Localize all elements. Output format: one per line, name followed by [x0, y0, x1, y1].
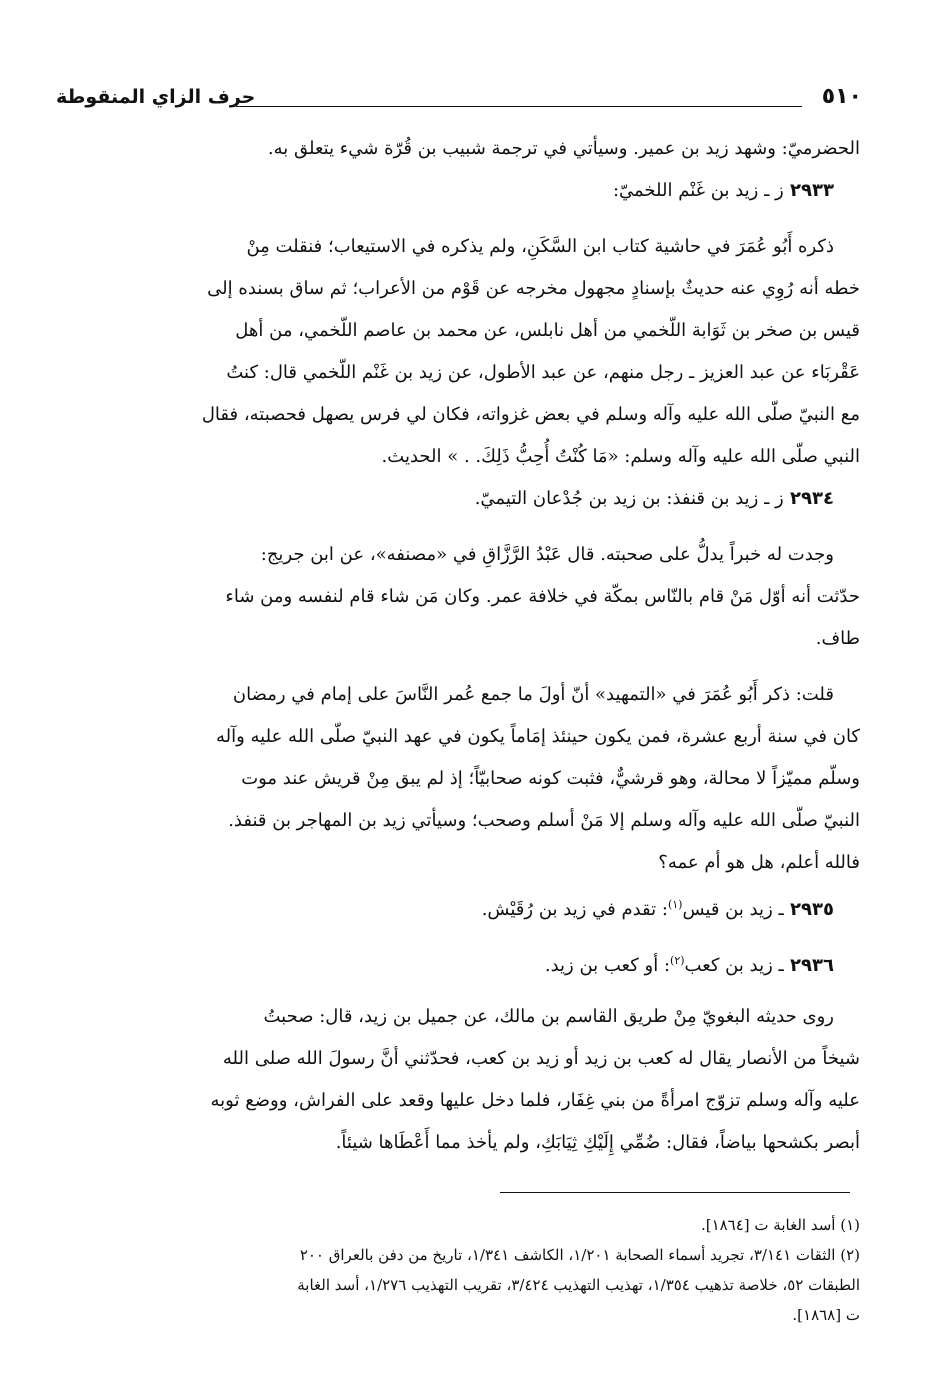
spacer — [70, 212, 860, 226]
text-line: طاف. — [815, 628, 860, 649]
text-line: شيخاً من الأنصار يقال له كعب بن زيد أو زيد بن كعب، فحدّثني أنَّ رسولَ الله صلى الله — [222, 1048, 860, 1069]
entry-title: ز ـ زيد بن قنفذ: بن زيد بن جُدْعان التيميّ. — [474, 488, 784, 509]
text-line: عليه وآله وسلم تزوّج امرأةً من بني غِفَار، فلما دخل عليها وقعد على الفراش، ووضع ثوبه — [210, 1090, 860, 1111]
paragraph — [70, 128, 860, 170]
footnote-line: (١) أسد الغابة ت [١٨٦٤]. — [700, 1216, 860, 1234]
footnote-ref: (١) — [667, 898, 683, 911]
entry-number: ٢٩٣٤ — [783, 488, 834, 509]
entry-number: ٢٩٣٦ — [783, 955, 834, 976]
text-line: حدّثت أنه أوّل مَنْ قام بالنّاس بمكّة في خلافة عمر. وكان مَن شاء قام لنفسه ومن شاء — [225, 586, 860, 607]
text-line: النبي صلّى الله عليه وآله وسلم: «مَا كُنْتُ أُحِبُّ ذَلِكَ. . » الحديث. — [381, 446, 860, 467]
text-line: قيس بن صخر بن ثَوَابة اللّخمي من أهل نابلس، عن محمد بن عاصم اللّخمي، من أهل — [235, 320, 860, 341]
text-line: أبصر بكشحها بياضاً، فقال: ضُمِّي إِلَيْكِ ثِيَابَكِ، ولم يأخذ مما أَعْطَاها شيئاً. — [335, 1132, 860, 1153]
footnote-line: (٢) الثقات ٣/١٤١، تجريد أسماء الصحابة ١/٢٠١، الكاشف ١/٣٤١، تاريخ من دفن بالعراق ٢٠٠ — [299, 1246, 860, 1264]
text-line: فالله أعلم، هل هو أم عمه؟ — [658, 852, 860, 873]
paragraph — [70, 534, 860, 660]
spacer — [70, 660, 860, 674]
text-line: روى حديثه البغويّ مِنْ طريق القاسم بن مالك، عن جميل بن زيد، قال: صحبتُ — [263, 1006, 834, 1027]
header-rule — [236, 106, 802, 107]
text-line: كان في سنة أربع عشرة، فمن يكون حينئذ إمَاماً يكون في عهد النبيّ صلّى الله عليه وآله — [215, 726, 860, 747]
entry-number: ٢٩٣٥ — [783, 899, 834, 920]
text-line: الحضرميّ: وشهد زيد بن عمير. وسيأتي في ترجمة شبيب بن قُرّة شيء يتعلق به. — [267, 138, 860, 159]
entry-title: ـ زيد بن كعب — [684, 955, 784, 976]
text-line: وسلّم مميّزاً لا محالة، وهو قرشيٌّ، فثبت كونه صحابيّاً؛ إذ لم يبق مِنْ قريش عند موت — [241, 768, 860, 789]
entry-number: ٢٩٣٣ — [783, 180, 834, 201]
entry-title: ز ـ زيد بن غَنْم اللخميّ: — [612, 180, 784, 201]
paragraph — [70, 674, 860, 884]
running-title: حرف الزاي المنقوطة — [56, 86, 256, 108]
spacer — [70, 926, 860, 940]
footnote-ref: (٢) — [670, 954, 685, 967]
paragraph — [70, 226, 860, 478]
footnote-rule — [500, 1192, 850, 1193]
page-header — [56, 84, 862, 120]
footnotes — [70, 1210, 860, 1330]
text-line: ذكره أَبُو عُمَرَ في حاشية كتاب ابن السَّكَنِ، ولم يذكره في الاستيعاب؛ فنقلت مِنْ — [246, 236, 834, 257]
entry-heading — [70, 884, 860, 926]
entry-text: : أو كعب بن زيد. — [544, 955, 671, 976]
entry-heading — [70, 478, 860, 520]
text-line: قلت: ذكر أَبُو عُمَرَ في «التمهيد» أنّ أولَ ما جمع عُمر النَّاسَ على إمام في رمضان — [232, 684, 834, 705]
main-text — [70, 128, 860, 1164]
footnote-line: الطبقات ٥٢، خلاصة تذهيب ١/٣٥٤، تهذيب التهذيب ٣/٤٢٤، تقريب التهذيب ١/٢٧٦، أسد الغابة — [297, 1276, 860, 1294]
spacer — [70, 982, 860, 996]
page-number: ٥١٠ — [821, 84, 862, 109]
entry-heading — [70, 940, 860, 982]
text-line: خطه أنه رُوِي عنه حديثٌ بإسنادٍ مجهول مخرجه عن قَوْم من الأعراب؛ ثم ساق بسنده إلى — [207, 278, 860, 299]
spacer — [70, 520, 860, 534]
paragraph — [70, 996, 860, 1164]
text-line: مع النبيّ صلّى الله عليه وآله وسلم في بعض غزواته، فكان لي فرس يصهل فحصبته، فقال — [201, 404, 860, 425]
entry-heading — [70, 170, 860, 212]
text-line: عَقْربَاء عن عبد العزيز ـ رجل منهم، عن عبد الأطول، عن زيد بن غَنْم اللّخمي قال: كنتُ — [226, 362, 860, 383]
entry-text: : تقدم في زيد بن رُقَيْش. — [481, 899, 668, 920]
text-line: النبيّ صلّى الله عليه وآله وسلم إلا مَنْ أسلم وصحب؛ وسيأتي زيد بن المهاجر بن قنفذ. — [228, 810, 860, 831]
entry-title: ـ زيد بن قيس — [682, 899, 784, 920]
text-line: وجدت له خبراً يدلُّ على صحبته. قال عَبْدُ الرَّزَّاقِ في «مصنفه»، عن ابن جريج: — [260, 544, 834, 565]
footnote-line: ت [١٨٦٨]. — [792, 1306, 860, 1324]
